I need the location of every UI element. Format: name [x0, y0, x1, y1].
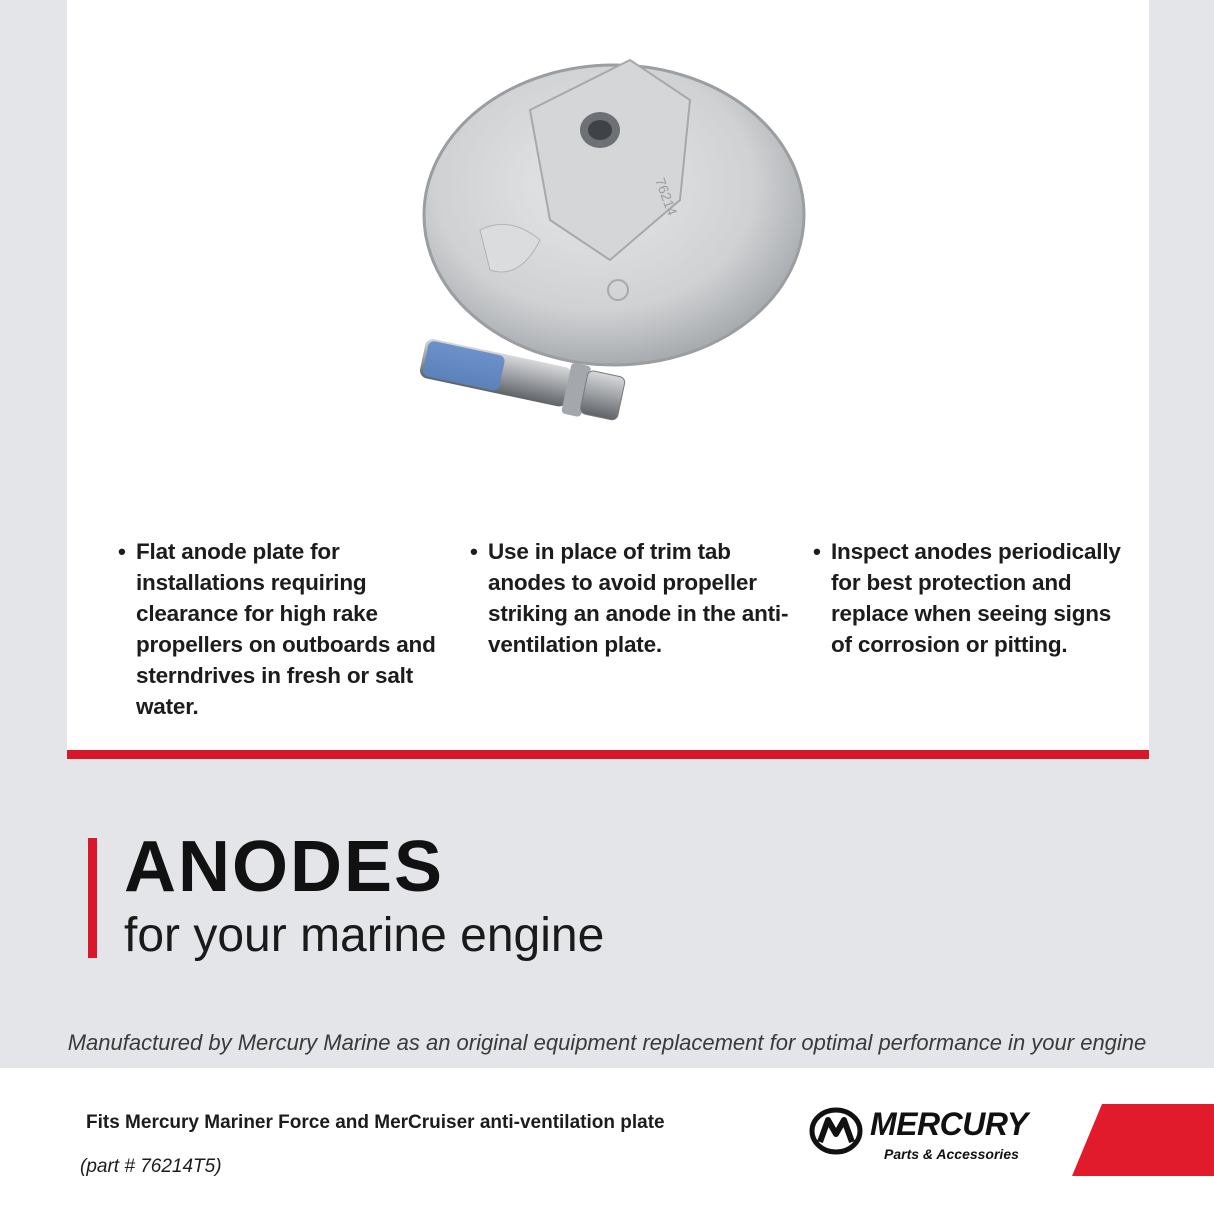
- red-slash-decoration: [1072, 1104, 1214, 1176]
- red-divider: [67, 750, 1149, 759]
- logo-tagline: Parts & Accessories: [884, 1146, 1019, 1162]
- bullet-icon: •: [470, 539, 478, 564]
- mercury-logo: [806, 1102, 1086, 1174]
- feature-item: [813, 536, 1128, 722]
- headline: ANODES: [124, 827, 445, 907]
- subheadline: for your marine engine: [124, 909, 605, 962]
- manufacturer-note: Manufactured by Mercury Marine as an original equipment replacement for optimal performance in your engine: [67, 1030, 1147, 1055]
- fitment-text: Fits Mercury Mariner Force and MerCruiser anti-ventilation plate: [86, 1112, 665, 1133]
- feature-item: [470, 536, 813, 722]
- feature-text: Flat anode plate for installations requiring clearance for high rake propellers on outboards and sterndrives in fresh or salt water.: [136, 539, 436, 719]
- feature-text: Inspect anodes periodically for best protection and replace when seeing signs of corrosion or pitting.: [831, 539, 1121, 657]
- logo-wordmark: MERCURY: [870, 1106, 1028, 1142]
- mercury-m-logo-icon: [808, 1106, 864, 1156]
- bullet-icon: •: [813, 539, 821, 564]
- footer: [0, 1068, 1214, 1214]
- part-number: (part # 76214T5): [80, 1156, 222, 1177]
- feature-item: [118, 536, 470, 722]
- feature-text: Use in place of trim tab anodes to avoid propeller striking an anode in the anti-ventilation plate.: [488, 539, 789, 657]
- headline-accent-bar: [88, 838, 97, 958]
- feature-list: [118, 536, 1128, 722]
- bullet-icon: •: [118, 539, 126, 564]
- part-marking: 76214: [652, 175, 681, 218]
- anode-product-photo: [330, 40, 890, 490]
